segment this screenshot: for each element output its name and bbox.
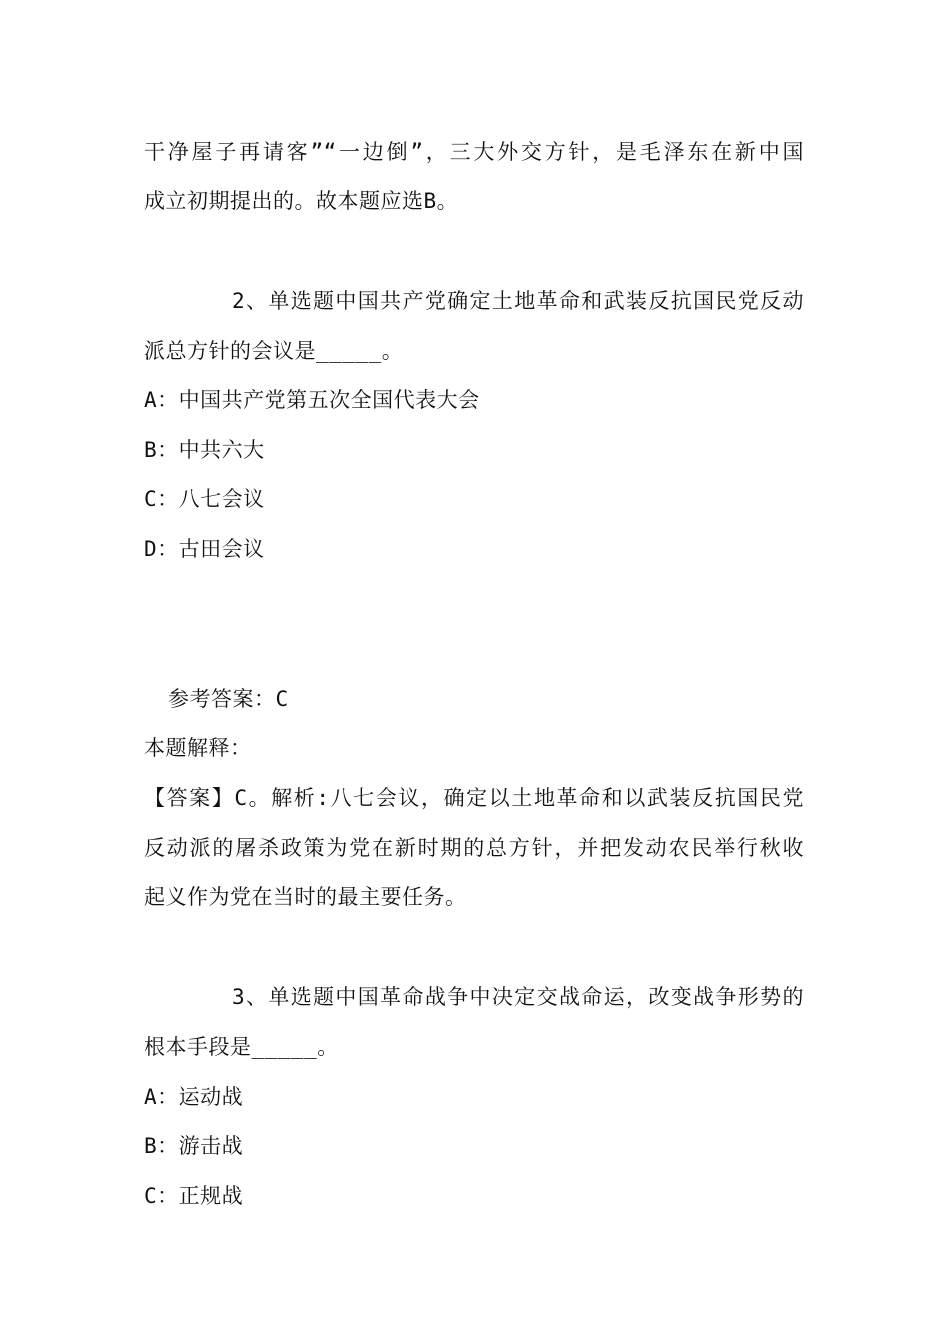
option-a: A：中国共产党第五次全国代表大会 — [144, 388, 480, 412]
explanation-text-line: 干净屋子再请客”“一边倒”，三大外交方针，是毛泽东在新中国 — [144, 140, 804, 164]
explanation-heading: 本题解释： — [144, 736, 252, 760]
option-b: B：中共六大 — [144, 438, 265, 462]
question-stem-line: 派总方针的会议是_____。 — [144, 339, 404, 363]
option-d: D：古田会议 — [144, 537, 265, 561]
option-c: C：八七会议 — [144, 487, 265, 511]
question-stem-line: 2、单选题中国共产党确定土地革命和武装反抗国民党反动 — [232, 289, 804, 313]
question-stem-line: 3、单选题中国革命战争中决定交战命运，改变战争形势的 — [232, 985, 804, 1009]
explanation-text-line: 反动派的屠杀政策为党在新时期的总方针，并把发动农民举行秋收 — [144, 836, 804, 860]
explanation-text-line: 成立初期提出的。故本题应选B。 — [144, 189, 459, 213]
explanation-text-line: 【答案】C。解析:八七会议，确定以土地革命和以武装反抗国民党 — [144, 786, 804, 810]
explanation-text-line: 起义作为党在当时的最主要任务。 — [144, 885, 467, 909]
reference-answer: 参考答案：C — [168, 687, 289, 711]
option-c: C：正规战 — [144, 1184, 244, 1208]
option-a: A：运动战 — [144, 1085, 244, 1109]
option-b: B：游击战 — [144, 1134, 244, 1158]
question-stem-line: 根本手段是_____。 — [144, 1035, 339, 1059]
